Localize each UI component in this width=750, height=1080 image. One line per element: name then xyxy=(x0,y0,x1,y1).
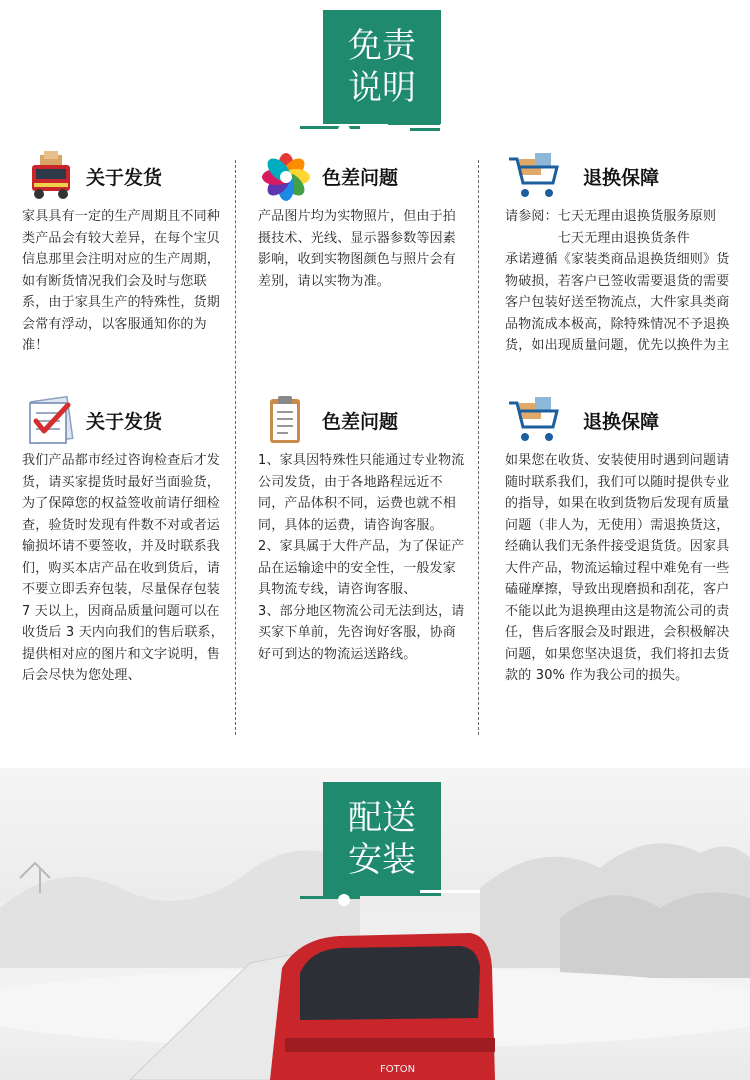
color-difference-text: 产品图片均为实物照片，但由于拍摄技术、光线、显示器参数等因素影响，收到实物图颜色与照片会有差别，请以实物为准。 xyxy=(258,209,457,289)
truck-brand-label: FOTON xyxy=(380,1064,416,1075)
shipping-title: 关于发货 xyxy=(86,166,163,189)
column-logistics xyxy=(258,392,468,665)
logistics-text: 1、家具因特殊性只能通过专业物流公司发货，由于各地路程远近不同，产品体积不同，运费也就不相同，具体的运费，请咨询客服。 2、家具属于大件产品，为了保证产品在运输途中的安全性，一般发家具物流专线，请咨询客服、 3、部分地区物流公司无法到达，请买家下单前，先咨询好客服，协商好可到达的物流运送路线。 xyxy=(258,453,465,662)
column-divider-2 xyxy=(478,160,479,735)
inspection-text: 我们产品都市经过咨询检查后才发货，请买家提货时最好当面验货，为了保障您的权益签收前请仔细检查，验货时发现有件数不对或者运输损坏请不要签收，并及时联系我们，购买本店产品在收到货后，请不要立即丢弃包装，尽量保存包装 7 天以上，因商品质量问题可以在收货后 3 天内向我们的售后联系，提供相对应的图片和文字说明，售后会尽快为您处理、 xyxy=(22,453,224,683)
return-guarantee-title: 退换保障 xyxy=(583,166,660,189)
shipping-text: 家具具有一定的生产周期且不同种类产品会有较大差异，在每个宝贝信息那里会注明对应的生产周期，如有断货情况我们会及时与您联系，由于家具生产的特殊性，货期会常有浮动，以客服通知你的为准！ xyxy=(22,209,221,353)
shopping-cart-icon xyxy=(505,395,561,445)
shopping-cart-icon xyxy=(505,151,561,201)
column-divider-1 xyxy=(235,160,236,735)
after-sales-title: 退换保障 xyxy=(583,410,660,433)
disclaimer-title-line2: 说明 xyxy=(348,68,416,108)
disclaimer-badge xyxy=(323,10,441,124)
inspection-title: 关于发货 xyxy=(86,410,163,433)
column-shipping xyxy=(22,148,232,357)
logistics-title: 色差问题 xyxy=(322,410,399,433)
delivery-title-line2: 安装 xyxy=(348,840,416,880)
badge-decoration xyxy=(300,108,450,138)
column-color-difference xyxy=(258,148,468,292)
column-return-guarantee xyxy=(505,148,737,357)
disclaimer-title-line1: 免责 xyxy=(348,26,416,66)
color-palette-icon xyxy=(258,151,314,201)
badge-decoration xyxy=(300,878,500,908)
after-sales-text: 如果您在收货、安装使用时遇到问题请随时联系我们，我们可以随时提供专业的指导，如果在收到货物后发现有质量问题（非人为，无使用）需退换货这，经确认我们无条件接受退货货。因家具大件产品，物流运输过程中难免有一些磕碰摩擦，导致出现磨损和刮花，客户不能以此为退换理由这是物流公司的责任，售后客服会及时跟进，会积极解决问题，如果您坚决退货，我们将扣去货款的 30% 作为我公司的损失。 xyxy=(505,453,730,683)
clipboard-icon xyxy=(258,395,314,445)
return-guarantee-text: 请参阅：七天无理由退换货服务原则 七天无理由退换货条件 承诺遵循《家装类商品退换货细则》货物破损，若客户已签收需要退货的需要客户包装好送至物流点，大件家具类商品物流成本极高，除特殊情况不予退换货，如出现质量问题，优先以换件为主 xyxy=(505,209,730,353)
checklist-icon xyxy=(22,395,78,445)
color-difference-title: 色差问题 xyxy=(322,166,399,189)
delivery-truck-icon xyxy=(22,151,78,201)
delivery-title-line1: 配送 xyxy=(348,798,416,838)
column-inspection xyxy=(22,392,232,687)
column-after-sales xyxy=(505,392,740,687)
